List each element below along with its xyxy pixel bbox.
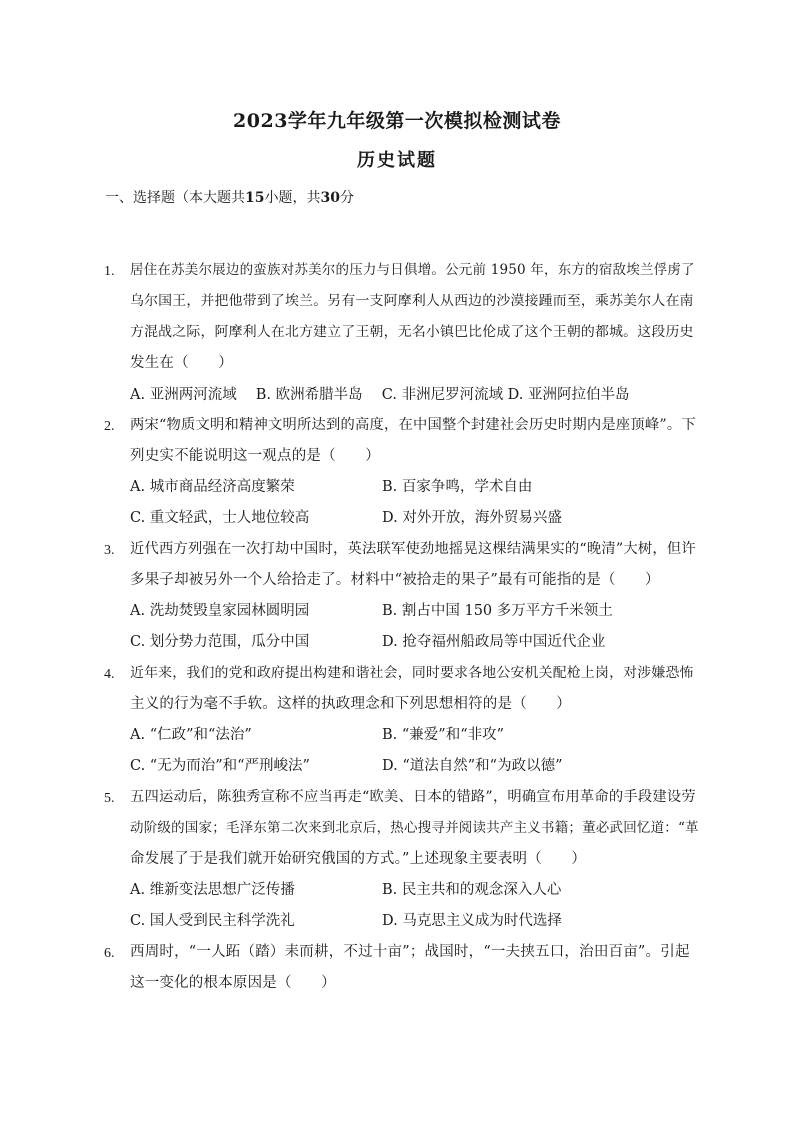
option-b: B. 民主共和的观念深入人心 [382, 882, 562, 898]
option-b: B. 割占中国 150 多万平方千米领土 [382, 603, 613, 619]
option-c: C. “无为而治”和“严刑峻法” [130, 758, 310, 774]
question-number: 2. [104, 419, 115, 434]
option-a: A. 洗劫焚毁皇家园林圆明园 [130, 603, 310, 619]
question-text-line: 乌尔国王，并把他带到了埃兰。另有一支阿摩利人从西边的沙漠接踵而至，乘苏美尔人在南 [130, 293, 694, 309]
exam-title: 2023学年九年级第一次模拟检测试卷 [233, 110, 561, 132]
question-text-line: 动阶级的国家；毛泽东第二次来到北京后，热心搜寻并阅读共产主义书籍；董必武回忆道：“革 [130, 820, 699, 836]
question-text-line: 居住在苏美尔展边的蛮族对苏美尔的压力与日俱增。公元前 1950 年，东方的宿敌埃兰俘虏了 [130, 262, 695, 278]
answer-options-row: A. 亚洲两河流域 B. 欧洲希腊半岛 C. 非洲尼罗河流域 D. 亚洲阿拉伯半岛 [130, 387, 630, 403]
question-text-line: 命发展了于是我们就开始研究俄国的方式。”上述现象主要表明（ ） [130, 851, 587, 867]
question-text-line: 主义的行为毫不手软。这样的执政理念和下列思想相符的是（ ） [130, 696, 571, 712]
option-c: C. 重文轻武，士人地位较高 [130, 510, 310, 526]
option-d: D. 对外开放，海外贸易兴盛 [382, 510, 562, 526]
option-c: C. 国人受到民主科学洗礼 [130, 913, 295, 929]
question-text-line: 发生在（ ） [130, 355, 233, 371]
question-number: 3. [104, 543, 115, 558]
question-text-line: 五四运动后，陈独秀宣称不应当再走“欧美、日本的错路”，明确宣布用革命的手段建设劳 [130, 789, 696, 805]
option-a: A. 城市商品经济高度繁荣 [130, 479, 295, 495]
question-text-line: 这一变化的根本原因是（ ） [130, 975, 336, 991]
option-a: A. “仁政”和“法治” [130, 727, 252, 743]
option-b: B. 百家争鸣，学术自由 [382, 479, 533, 495]
question-number: 4. [104, 667, 115, 682]
section-header: 一、选择题（本大题共15小题，共30分 [105, 190, 354, 206]
question-number: 6. [104, 946, 115, 961]
option-d: D. 抢夺福州船政局等中国近代企业 [382, 634, 606, 650]
question-text-line: 列史实不能说明这一观点的是（ ） [130, 448, 380, 464]
option-d: D. 马克思主义成为时代选择 [382, 913, 562, 929]
question-text-line: 方混战之际，阿摩利人在北方建立了王朝，无名小镇巴比伦成了这个王朝的都城。这段历史 [130, 324, 694, 340]
question-text-line: 近年来，我们的党和政府提出构建和谐社会，同时要求各地公安机关配枪上岗，对涉嫌恐怖 [130, 665, 694, 681]
option-b: B. “兼爱”和“非攻” [382, 727, 505, 743]
exam-subtitle: 历史试题 [357, 150, 437, 171]
option-c: C. 划分势力范围，瓜分中国 [130, 634, 310, 650]
question-text-line: 近代西方列强在一次打劫中国时，英法联军使劲地摇晃这棵结满果实的“晚清”大树，但许 [130, 541, 696, 557]
question-text-line: 两宋“物质文明和精神文明所达到的高度，在中国整个封建社会历史时期内是座顶峰”。下 [130, 417, 696, 433]
question-text-line: 多果子却被另外一个人给拾走了。材料中“被拾走的果子”最有可能指的是（ ） [130, 572, 660, 588]
question-text-line: 西周时，“一人跖（踏）耒而耕，不过十亩”；战国时，“一夫挟五口，治田百亩”。引起 [130, 944, 690, 960]
option-a: A. 维新变法思想广泛传播 [130, 882, 295, 898]
question-number: 1. [104, 264, 115, 279]
question-number: 5. [104, 791, 115, 806]
option-d: D. “道法自然”和“为政以德” [382, 758, 563, 774]
